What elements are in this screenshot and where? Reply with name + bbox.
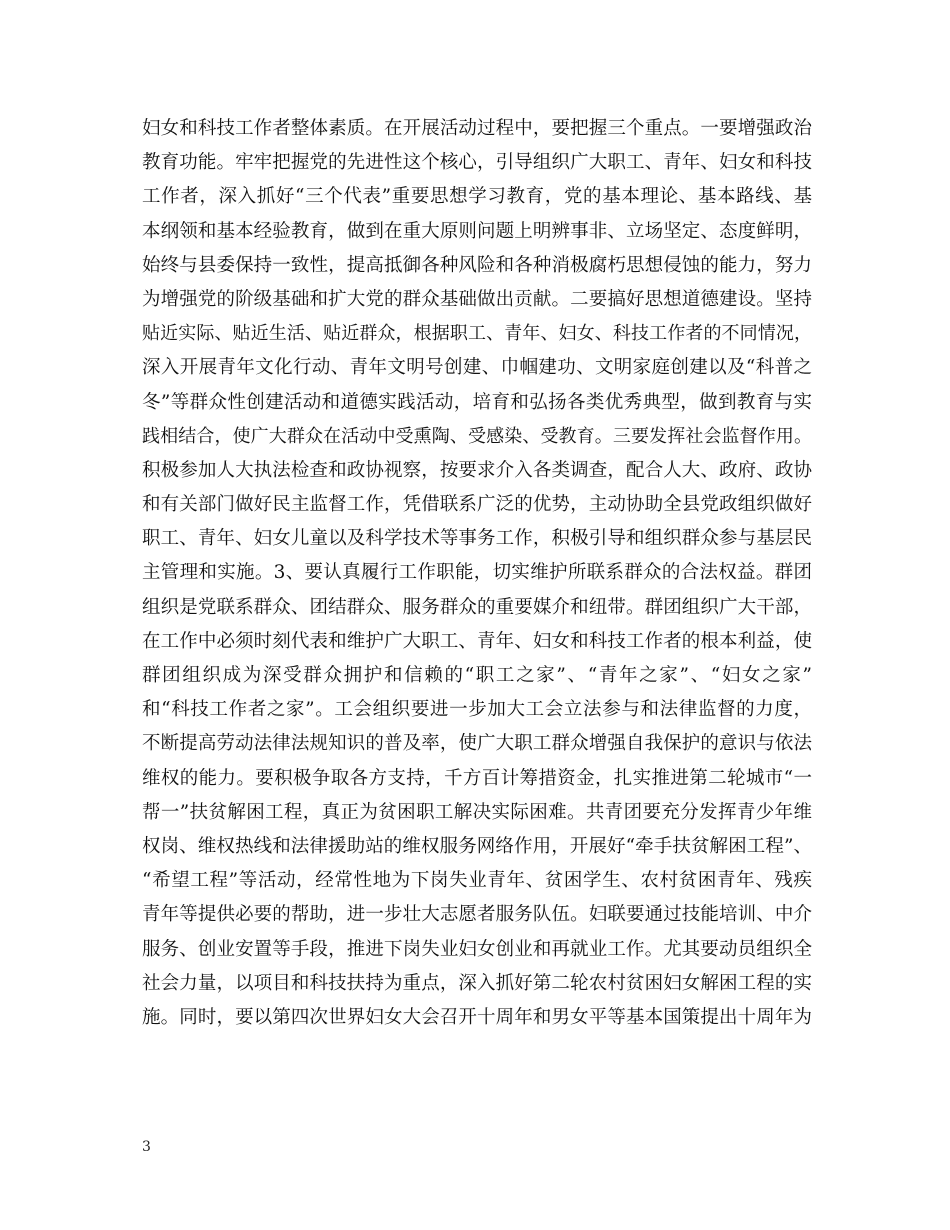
text-line: 和有关部门做好民主监督工作，凭借联系广泛的优势，主动协助全县党政组织做好 [142, 494, 812, 516]
text-line: 施。同时，要以第四次世界妇女大会召开十周年和男女平等基本国策提出十周年为 [142, 1006, 812, 1028]
text-line: 冬”等群众性创建活动和道德实践活动，培育和弘扬各类优秀典型，做到教育与实 [142, 391, 812, 413]
text-line: 工作者，深入抓好“三个代表”重要思想学习教育，党的基本理论、基本路线、基 [142, 186, 812, 208]
text-line: 权岗、维权热线和法律援助站的维权服务网络作用，开展好“牵手扶贫解困工程”、 [142, 835, 812, 857]
text-line: 始终与县委保持一致性，提高抵御各种风险和各种消极腐朽思想侵蚀的能力，努力 [142, 254, 812, 276]
text-line: 在工作中必须时刻代表和维护广大职工、青年、妇女和科技工作者的根本利益，使 [142, 630, 812, 652]
text-line: 深入开展青年文化行动、青年文明号创建、巾帼建功、文明家庭创建以及“科普之 [142, 357, 812, 379]
text-line: 帮一”扶贫解困工程，真正为贫困职工解决实际困难。共青团要充分发挥青少年维 [142, 801, 812, 823]
body-text [142, 112, 812, 1035]
text-line: 社会力量，以项目和科技扶持为重点，深入抓好第二轮农村贫困妇女解困工程的实 [142, 972, 812, 994]
text-line: 贴近实际、贴近生活、贴近群众，根据职工、青年、妇女、科技工作者的不同情况， [142, 323, 812, 345]
text-line: 妇女和科技工作者整体素质。在开展活动过程中，要把握三个重点。一要增强政治 [142, 118, 812, 139]
text-line: 为增强党的阶级基础和扩大党的群众基础做出贡献。二要搞好思想道德建设。坚持 [142, 288, 812, 310]
text-line: 践相结合，使广大群众在活动中受熏陶、受感染、受教育。三要发挥社会监督作用。 [142, 425, 812, 447]
text-line: “希望工程”等活动，经常性地为下岗失业青年、贫困学生、农村贫困青年、残疾 [142, 870, 812, 892]
text-line: 主管理和实施。3、要认真履行工作职能，切实维护所联系群众的合法权益。群团 [142, 562, 812, 584]
text-line: 不断提高劳动法律法规知识的普及率，使广大职工群众增强自我保护的意识与依法 [142, 733, 812, 755]
text-line: 和“科技工作者之家”。工会组织要进一步加大工会立法参与和法律监督的力度， [142, 699, 812, 721]
text-line: 职工、青年、妇女儿童以及科学技术等事务工作，积极引导和组织群众参与基层民 [142, 528, 812, 550]
text-line: 群团组织成为深受群众拥护和信赖的“职工之家”、“青年之家”、“妇女之家” [142, 665, 812, 686]
text-line: 青年等提供必要的帮助，进一步壮大志愿者服务队伍。妇联要通过技能培训、中介 [142, 904, 812, 926]
page-number: 3 [142, 1139, 151, 1155]
text-line: 教育功能。牢牢把握党的先进性这个核心，引导组织广大职工、青年、妇女和科技 [142, 152, 812, 174]
text-line: 本纲领和基本经验教育，做到在重大原则问题上明辨事非、立场坚定、态度鲜明， [142, 220, 812, 242]
text-line: 组织是党联系群众、团结群众、服务群众的重要媒介和纽带。群团组织广大干部， [142, 596, 812, 618]
text-line: 维权的能力。要积极争取各方支持，千方百计筹措资金，扎实推进第二轮城市“一 [142, 767, 812, 789]
text-line: 服务、创业安置等手段，推进下岗失业妇女创业和再就业工作。尤其要动员组织全 [142, 938, 812, 960]
text-line: 积极参加人大执法检查和政协视察，按要求介入各类调查，配合人大、政府、政协 [142, 459, 812, 481]
